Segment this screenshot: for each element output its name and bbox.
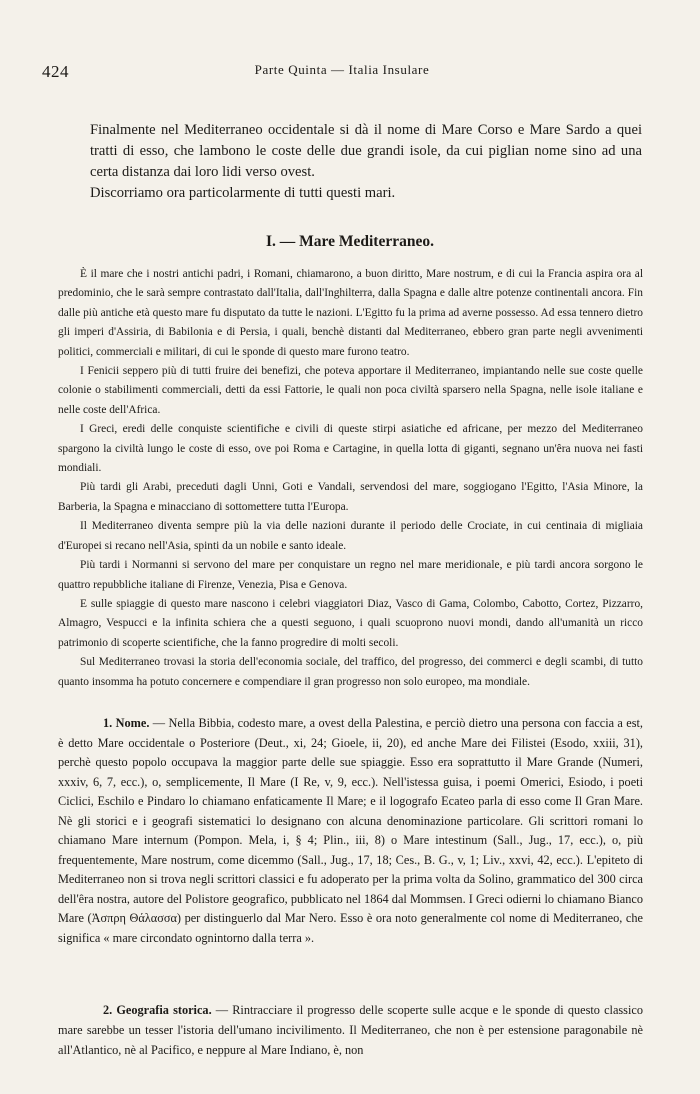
paragraph: Sul Mediterraneo trovasi la storia dell'economia sociale, del traffico, del progresso, dei commerci e degli scambi, di tutto quanto insomma ha potuto concernere e compendiare il gran progresso non solo europeo, ma mondiale. bbox=[58, 656, 643, 688]
section-title: I. — Mare Mediterraneo. bbox=[265, 233, 434, 250]
paragraph: Il Mediterraneo diventa sempre più la via delle nazioni durante il periodo delle Crociate, in cui centinaia di migliaia d'Europei si recano nell'Asia, spinti da un nobile e santo ideale. bbox=[58, 520, 643, 552]
paragraph: I Greci, eredi delle conquiste scientifiche e civili di queste stirpi asiatiche ed africane, per mezzo del Mediterraneo spargono la civiltà lungo le coste di esso, ove poi Roma e Cartagine, in quella lotta di giganti, segnano un'êra nuova nei fasti mondiali. bbox=[58, 423, 643, 475]
paragraph: È il mare che i nostri antichi padri, i Romani, chiamarono, a buon diritto, Mare nostrum, e di cui la Francia aspira ora al predominio, che le sarà sempre contrastato dall'Italia, dall'Inghilterra, dalla Spagna e dalle altre potenze continentali ancora. Fin dalle più antiche età questo mare fu disputato da tutte le nazioni. L'Egitto fu la prima ad averne possesso. Ad essa tennero dietro gli imperi d'Assiria, di Babilonia e di Persia, i quali, benchè distanti dal Mediterraneo, ebbero gran parte negli avvenimenti politici, commerciali e militari, di cui le sponde di questo mare furono teatro. bbox=[58, 268, 643, 358]
running-title: Parte Quinta — Italia Insulare bbox=[254, 62, 430, 77]
nome-section bbox=[58, 714, 643, 948]
paragraph: E sulle spiaggie di questo mare nascono i celebri viaggiatori Diaz, Vasco di Gama, Colombo, Cabotto, Cortez, Pizzarro, Almagro, Vespucci e la infinita schiera che a questi seguono, i quali scuoprono nuovi mondi, dando all'umanità un ricco patrimonio di scoperte scientifiche, che la fanno progredire di molti secoli. bbox=[58, 597, 643, 649]
paragraph: Più tardi i Normanni si servono del mare per conquistare un regno nel mare meridionale, e più tardi ancora sorgono le quattro repubbliche italiane di Firenze, Venezia, Pisa e Genova. bbox=[58, 559, 643, 591]
nome-text: — Nella Bibbia, codesto mare, a ovest della Palestina, e perciò dietro una persona con faccia a est, è detto Mare occidentale o Posteriore (Deut., xi, 24; Gioele, ii, 20), ed anche Mare dei Filistei (Esodo, xxiii, 31), perchè questo popolo occupava la maggior parte delle sue spiaggie. Esso era soprattutto il Mare Grande (Numeri, xxxiv, 6, 7, ecc.), o, semplicemente, Il Mare (I Re, v, 9, ecc.). Nell'istessa guisa, i poemi Omerici, Esiodo, i poeti Ciclici, Eschilo e Pindaro lo chiamano enfaticamente Il Mare; e il logografo Ecateo parla di esso come Il Gran Mare. Nè gli storici e i geografi sistematici lo designano con alcuna denominazione particolare. Gli scrittori romani lo chiamano Mare internum (Pompon. Mela, i, § 4; Plin., iii, 8) o Mare intestinum (Sall., Jug., 17, ecc.), o, più frequentemente, Mare nostrum, come dicemmo (Sall., Jug., 17, 18; Ces., B. G., v, 1; Liv., xxvi, 42, ecc.). L'epiteto di Mediterraneo non si trova negli scrittori classici e fu adoperato per la prima volta da Solino, grammatico del 300 circa dell'êra nostra, autore del Polistore geografico, pubblicato nel 1864 dal Mommsen. I Greci odierni lo chiamano Bianco Mare (Ἀσπρη Θάλασσα) per distinguerlo dal Mar Nero. Esso è ora noto generalmente col nome di Mediterraneo, che significa « mare circondato ognintorno dalla terra ». bbox=[58, 716, 643, 945]
nome-paragraph bbox=[58, 714, 643, 948]
page-number: 424 bbox=[42, 62, 69, 81]
paragraph: I Fenicii seppero più di tutti fruire dei benefizi, che poteva apportare il Mediterraneo, impiantando nelle sue coste quelle colonie o stabilimenti commerciali, detti da essi Fattorie, le quali non poca civiltà sparsero nella Spagna, nelle isole italiane e nelle coste dell'Africa. bbox=[58, 365, 643, 416]
page-header bbox=[42, 62, 642, 84]
nome-heading: 1. Nome. bbox=[103, 716, 150, 730]
geografia-paragraph bbox=[58, 1000, 643, 1060]
geografia-heading: 2. Geografia storica. bbox=[103, 1003, 212, 1017]
geografia-text: — Rintracciare il progresso delle scoperte sulle acque e le sponde di questo classico mare sarebbe un tesser l'istoria dell'umano incivilimento. Il Mediterraneo, che non è per estensione paragonabile nè all'Atlantico, nè al Pacifico, e neppure al Mare Indiano, è, non bbox=[58, 1003, 643, 1057]
intro-paragraph: Finalmente nel Mediterraneo occidentale si dà il nome di Mare Corso e Mare Sardo a quei tratti di esso, che lambono le coste delle due grandi isole, da cui piglian nome sino ad una certa distanza dai loro lidi verso ovest. bbox=[90, 122, 642, 180]
history-paragraphs bbox=[58, 265, 643, 692]
intro-text bbox=[90, 120, 642, 204]
intro-paragraph: Discorriamo ora particolarmente di tutti questi mari. bbox=[90, 185, 396, 201]
geografia-section bbox=[58, 1000, 643, 1060]
paragraph: Più tardi gli Arabi, preceduti dagli Unni, Goti e Vandali, servendosi del mare, soggiogano l'Egitto, l'Asia Minore, la Barberia, la Spagna e minacciano di sottomettere tutta l'Europa. bbox=[58, 481, 643, 513]
